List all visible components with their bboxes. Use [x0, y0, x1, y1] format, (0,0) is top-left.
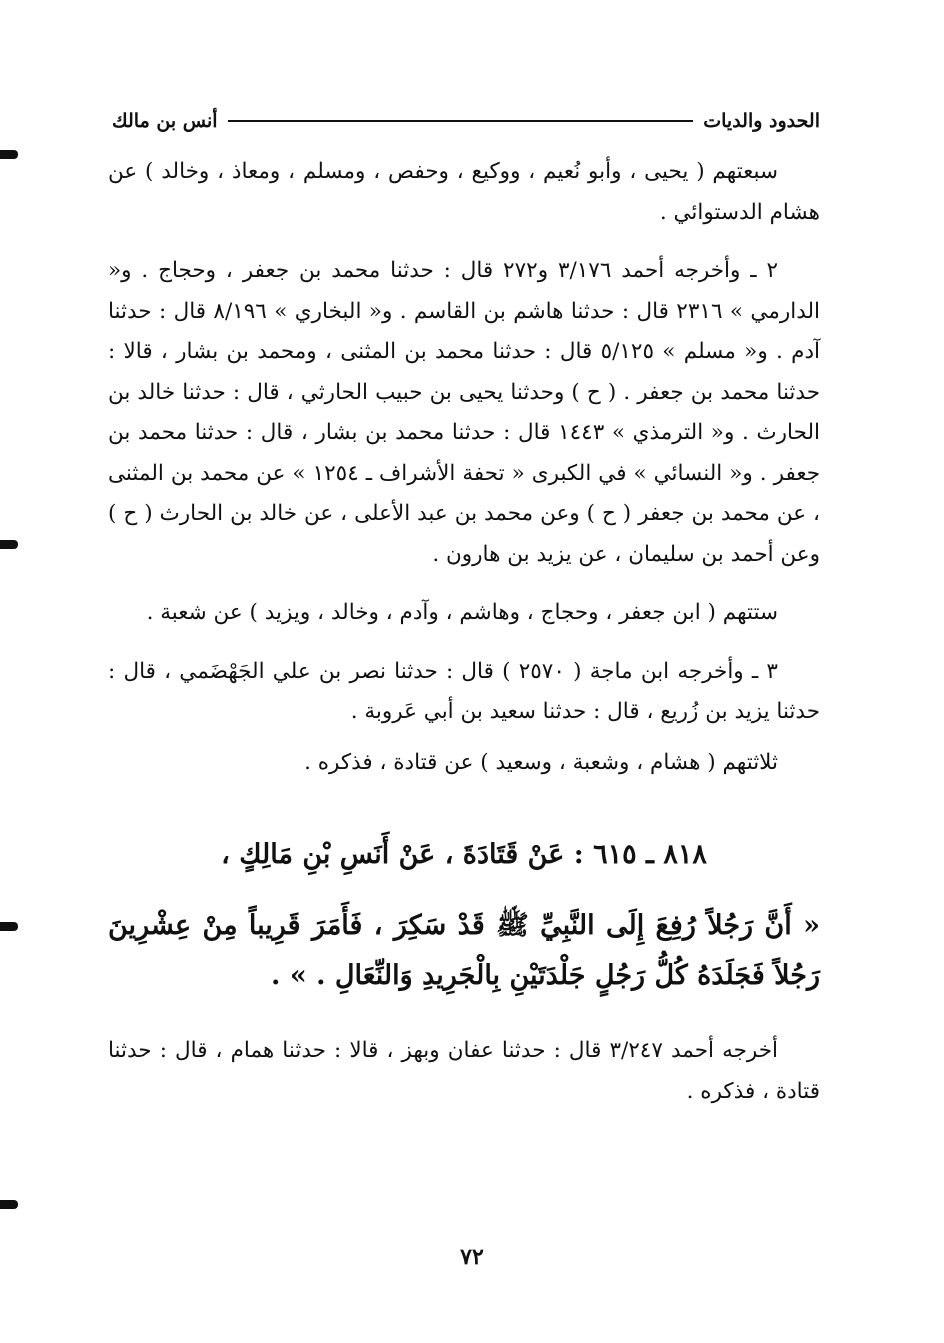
header-section-title: أنس بن مالك	[112, 110, 218, 132]
paragraph-narrators-three: ثلاثتهم ( هشام ، وشعبة ، وسعيد ) عن قتادة ، فذكره .	[304, 749, 778, 775]
margin-tab-mark	[0, 150, 18, 159]
hadith-text: « أَنَّ رَجُلاً رُفِعَ إِلَى النَّبِيِّ ﷺ قَدْ سَكِرَ ، فَأَمَرَ قَرِيباً مِنْ عِشْرِينَ رَجُلاً فَجَلَدَهُ كُلُّ رَجُلٍ جَلْدَتَيْنِ بِالْجَرِيدِ وَالنِّعَالِ . » .	[108, 910, 820, 991]
paragraph-narrators-seven: سبعتهم ( يحيى ، وأبو نُعيم ، ووكيع ، وحفص ، ومسلم ، ومعاذ ، وخالد ) عن هشام الدستوائي .	[108, 159, 820, 225]
header-rule	[228, 120, 694, 122]
hadith-heading: ٨١٨ ـ ٦١٥ : عَنْ قَتَادَةَ ، عَنْ أَنَسِ بْنِ مَالِكٍ ،	[221, 839, 707, 870]
running-header	[112, 104, 820, 138]
margin-tab-mark	[0, 922, 18, 931]
paragraph-takhrij-2: ٢ ـ وأخرجه أحمد ٣/١٧٦ و٢٧٢ قال : حدثنا محمد بن جعفر ، وحجاج . و« الدارمي » ٢٣١٦ قال : حدثنا هاشم بن القاسم . و« البخاري » ٨/١٩٦ قال : حدثنا آدم . و« مسلم » ٥/١٢٥ قال : حدثنا محمد بن المثنى ، ومحمد بن بشار ، قالا : حدثنا محمد بن جعفر . ( ح ) وحدثنا يحيى بن حبيب الحارثي ، قال : حدثنا خالد بن الحارث . و« الترمذي » ١٤٤٣ قال : حدثنا محمد بن بشار ، قال : حدثنا محمد بن جعفر . و« النسائي » في الكبرى « تحفة الأشراف ـ ١٢٥٤ » عن محمد بن المثنى ، عن محمد بن جعفر ( ح ) وعن محمد بن عبد الأعلى ، عن خالد بن الحارث ( ح ) وعن أحمد بن سليمان ، عن يزيد بن هارون .	[108, 258, 821, 567]
page-body	[108, 152, 820, 1112]
header-chapter-title: الحدود والديات	[703, 110, 820, 132]
paragraph-takhrij-hadith: أخرجه أحمد ٣/٢٤٧ قال : حدثنا عفان وبهز ، قالا : حدثنا همام ، قال : حدثنا قتادة ، فذكره .	[108, 1038, 820, 1104]
page-number: ٧٢	[460, 1244, 484, 1270]
paragraph-takhrij-3: ٣ ـ وأخرجه ابن ماجة ( ٢٥٧٠ ) قال : حدثنا نصر بن علي الجَهْضَمي ، قال : حدثنا يزيد بن زُريع ، قال : حدثنا سعيد بن أبي عَروبة .	[108, 658, 820, 724]
margin-tab-mark	[0, 1200, 18, 1209]
paragraph-narrators-six: ستتهم ( ابن جعفر ، وحجاج ، وهاشم ، وآدم ، وخالد ، ويزيد ) عن شعبة .	[146, 600, 778, 625]
margin-tab-mark	[0, 540, 18, 549]
